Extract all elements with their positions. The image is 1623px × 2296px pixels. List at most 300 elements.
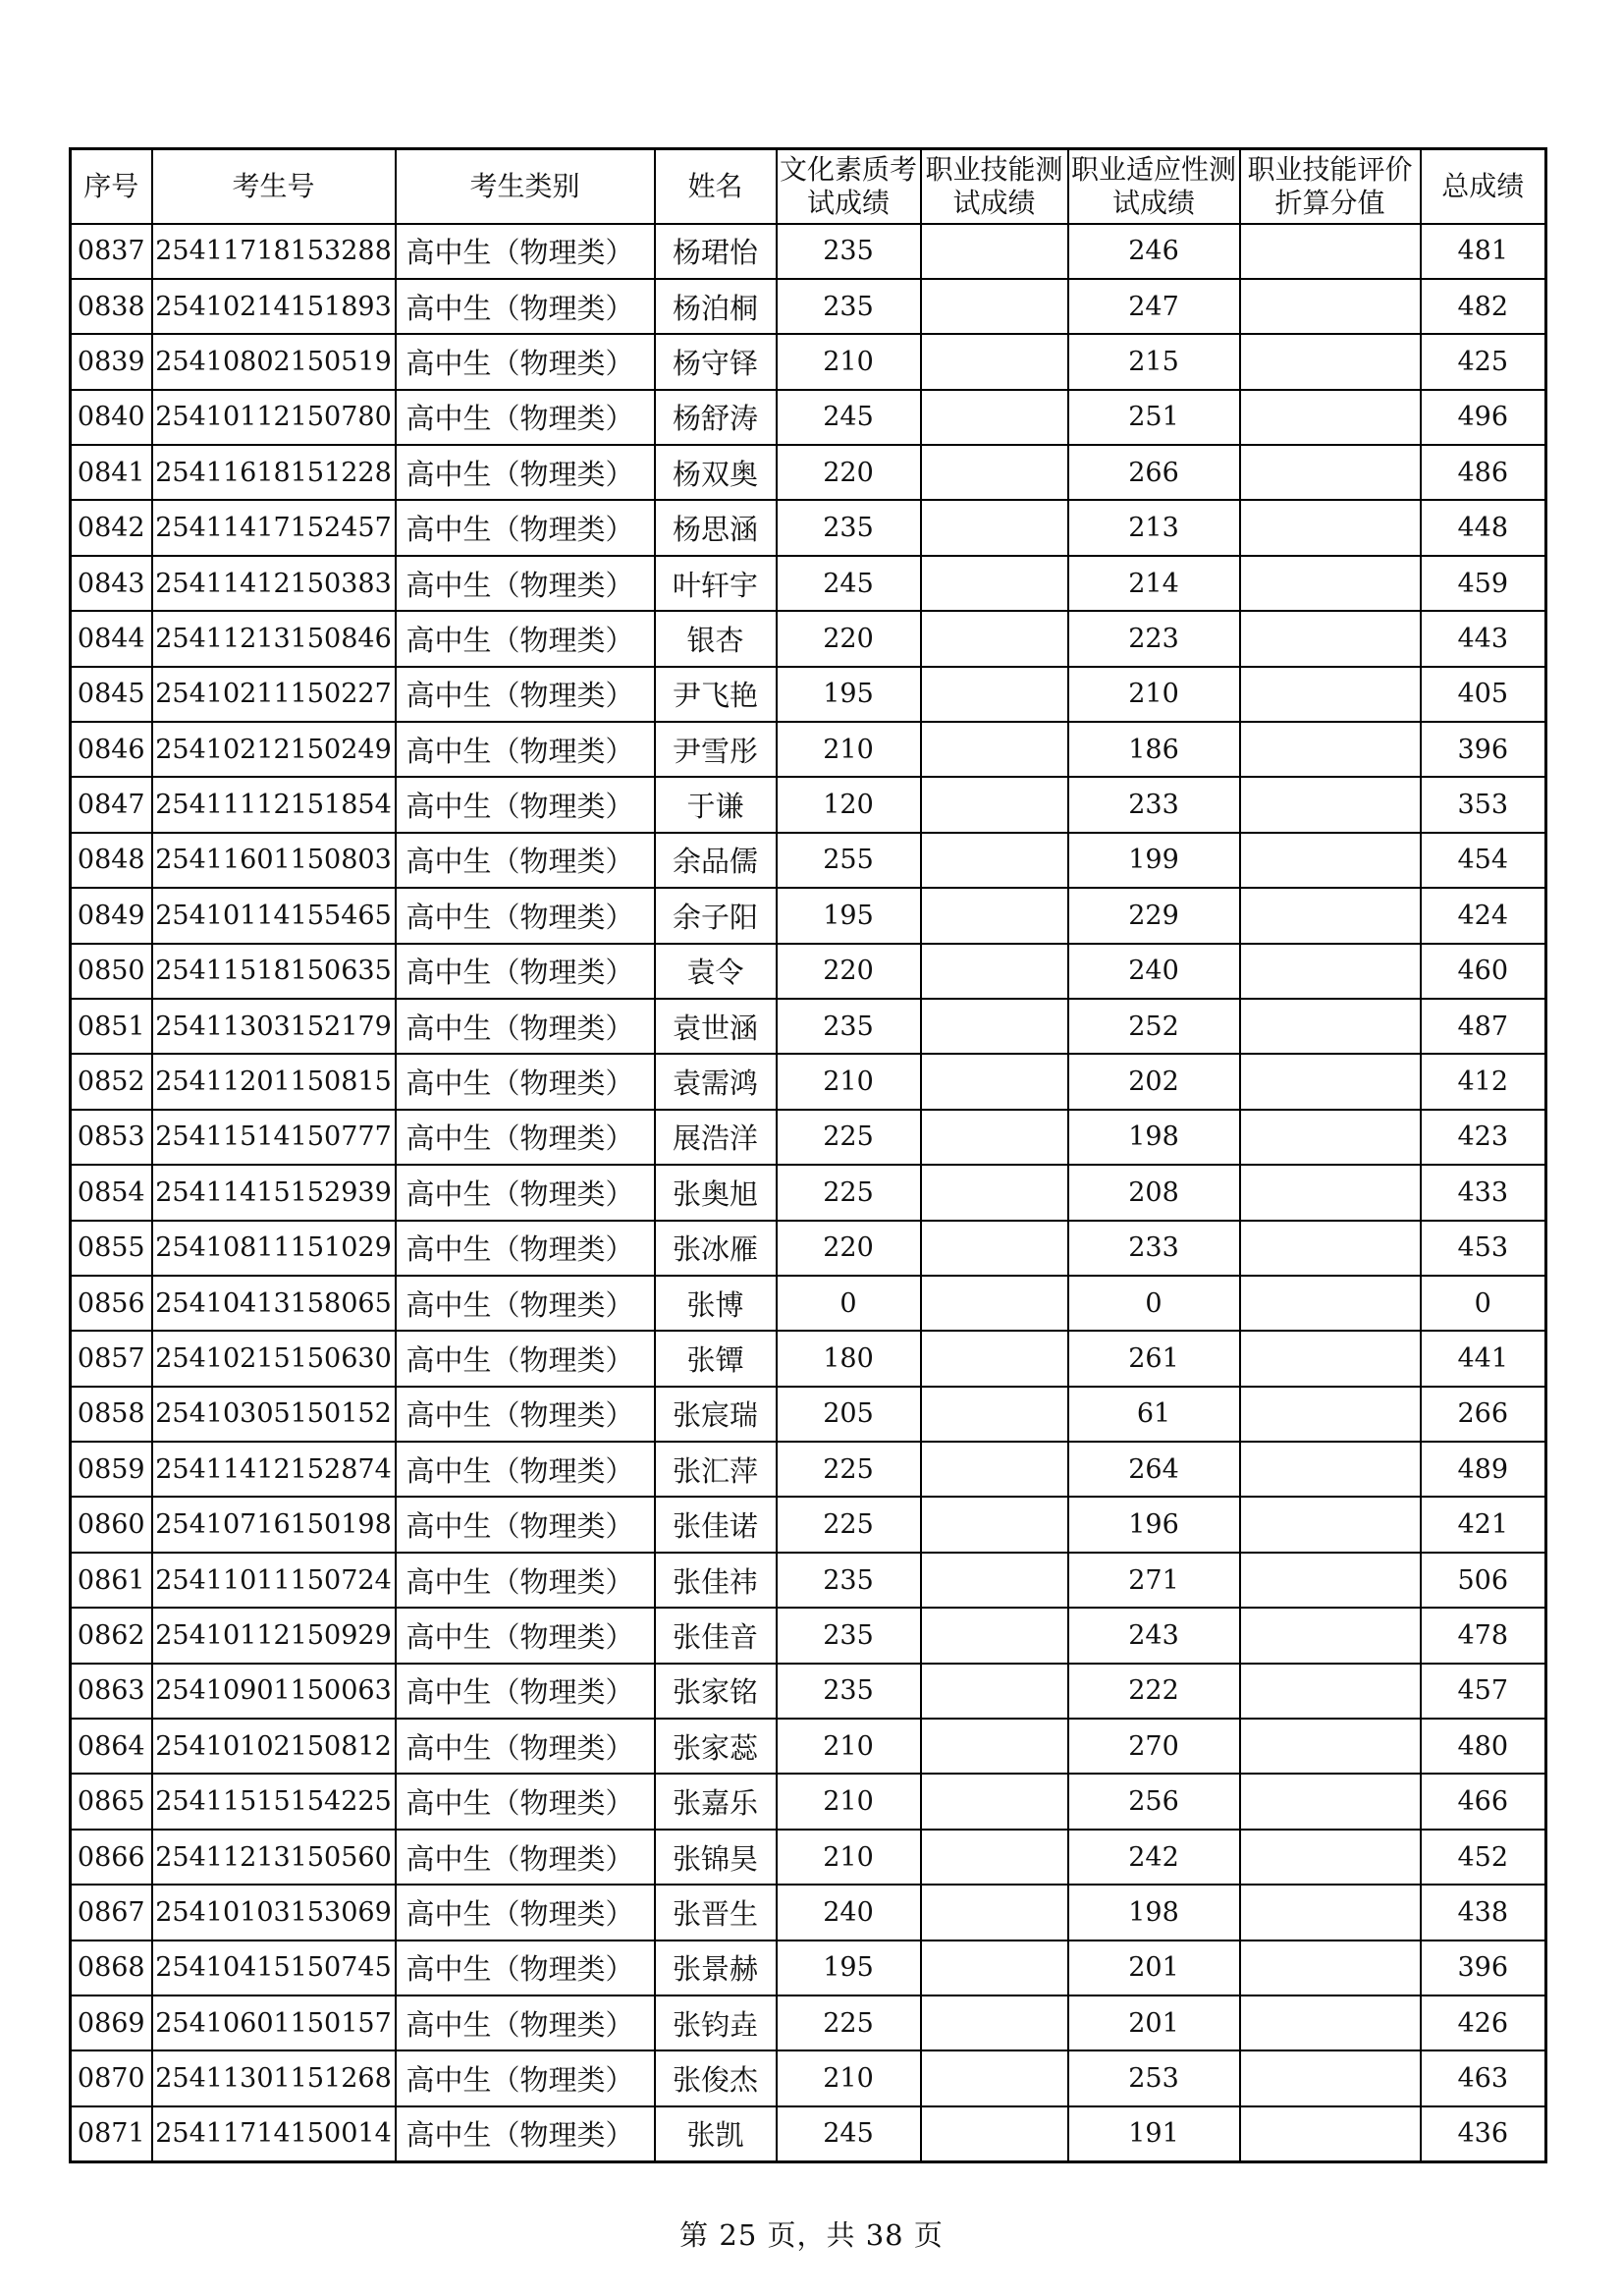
cell-total: 506 — [1421, 1553, 1546, 1608]
table-row — [71, 777, 1546, 832]
cell-seq: 0867 — [71, 1885, 152, 1940]
cell-culture-score: 240 — [777, 1885, 921, 1940]
cell-skill-eval — [1240, 1110, 1421, 1165]
cell-exam-no: 25411518150635 — [152, 944, 396, 999]
cell-adaptability: 213 — [1068, 500, 1240, 555]
cell-seq: 0837 — [71, 224, 152, 279]
cell-skill-eval — [1240, 722, 1421, 777]
cell-total: 424 — [1421, 888, 1546, 943]
table-row — [71, 1221, 1546, 1276]
table-row — [71, 1830, 1546, 1885]
cell-seq: 0852 — [71, 1054, 152, 1109]
table-row — [71, 224, 1546, 279]
cell-name: 杨泊桐 — [655, 279, 777, 334]
cell-name: 张佳音 — [655, 1608, 777, 1663]
cell-category: 高中生（物理类） — [396, 722, 655, 777]
cell-culture-score: 210 — [777, 1774, 921, 1829]
cell-seq: 0857 — [71, 1331, 152, 1386]
cell-skill-eval — [1240, 1497, 1421, 1552]
cell-culture-score: 210 — [777, 722, 921, 777]
cell-name: 张嘉乐 — [655, 1774, 777, 1829]
cell-name: 杨舒涛 — [655, 390, 777, 445]
cell-total: 405 — [1421, 667, 1546, 722]
header-culture-score: 文化素质考试成绩 — [777, 149, 921, 224]
cell-skill-test — [921, 334, 1068, 389]
cell-culture-score: 0 — [777, 1276, 921, 1331]
cell-name: 张汇萍 — [655, 1442, 777, 1497]
cell-category: 高中生（物理类） — [396, 1553, 655, 1608]
cell-exam-no: 25410212150249 — [152, 722, 396, 777]
cell-culture-score: 245 — [777, 390, 921, 445]
cell-skill-eval — [1240, 833, 1421, 888]
cell-seq: 0843 — [71, 556, 152, 611]
cell-name: 余子阳 — [655, 888, 777, 943]
cell-exam-no: 25411213150846 — [152, 611, 396, 666]
cell-category: 高中生（物理类） — [396, 667, 655, 722]
cell-total: 438 — [1421, 1885, 1546, 1940]
cell-name: 余品儒 — [655, 833, 777, 888]
table-row — [71, 556, 1546, 611]
cell-skill-eval — [1240, 1885, 1421, 1940]
cell-skill-test — [921, 888, 1068, 943]
cell-adaptability: 243 — [1068, 1608, 1240, 1663]
cell-total: 480 — [1421, 1719, 1546, 1774]
cell-total: 457 — [1421, 1664, 1546, 1719]
cell-seq: 0864 — [71, 1719, 152, 1774]
cell-name: 杨守铎 — [655, 334, 777, 389]
header-exam-no: 考生号 — [152, 149, 396, 224]
table-row — [71, 667, 1546, 722]
table-row — [71, 999, 1546, 1054]
cell-name: 张景赫 — [655, 1941, 777, 1995]
cell-skill-test — [921, 1608, 1068, 1663]
cell-category: 高中生（物理类） — [396, 1497, 655, 1552]
cell-adaptability: 201 — [1068, 1941, 1240, 1995]
cell-name: 杨思涵 — [655, 500, 777, 555]
cell-skill-test — [921, 1830, 1068, 1885]
cell-total: 482 — [1421, 279, 1546, 334]
cell-skill-test — [921, 999, 1068, 1054]
cell-skill-eval — [1240, 888, 1421, 943]
cell-exam-no: 25411412150383 — [152, 556, 396, 611]
cell-skill-test — [921, 1497, 1068, 1552]
cell-name: 张家蕊 — [655, 1719, 777, 1774]
cell-exam-no: 25410211150227 — [152, 667, 396, 722]
cell-seq: 0856 — [71, 1276, 152, 1331]
cell-category: 高中生（物理类） — [396, 556, 655, 611]
cell-category: 高中生（物理类） — [396, 390, 655, 445]
cell-adaptability: 247 — [1068, 279, 1240, 334]
cell-skill-eval — [1240, 224, 1421, 279]
cell-skill-test — [921, 1387, 1068, 1442]
cell-skill-test — [921, 667, 1068, 722]
table-row — [71, 2050, 1546, 2105]
cell-total: 433 — [1421, 1165, 1546, 1220]
cell-culture-score: 225 — [777, 1442, 921, 1497]
table-row — [71, 1608, 1546, 1663]
cell-exam-no: 25411601150803 — [152, 833, 396, 888]
cell-total: 396 — [1421, 722, 1546, 777]
cell-seq: 0871 — [71, 2106, 152, 2161]
table-row — [71, 1774, 1546, 1829]
cell-skill-test — [921, 390, 1068, 445]
cell-total: 454 — [1421, 833, 1546, 888]
cell-skill-eval — [1240, 777, 1421, 832]
cell-skill-test — [921, 2050, 1068, 2105]
cell-seq: 0838 — [71, 279, 152, 334]
cell-seq: 0851 — [71, 999, 152, 1054]
cell-name: 张佳祎 — [655, 1553, 777, 1608]
cell-adaptability: 210 — [1068, 667, 1240, 722]
cell-adaptability: 202 — [1068, 1054, 1240, 1109]
cell-name: 张家铭 — [655, 1664, 777, 1719]
cell-exam-no: 25411514150777 — [152, 1110, 396, 1165]
cell-adaptability: 242 — [1068, 1830, 1240, 1885]
cell-skill-test — [921, 1885, 1068, 1940]
table-row — [71, 944, 1546, 999]
score-table — [69, 147, 1547, 2163]
cell-skill-eval — [1240, 2106, 1421, 2161]
cell-category: 高中生（物理类） — [396, 1885, 655, 1940]
cell-adaptability: 199 — [1068, 833, 1240, 888]
cell-name: 袁令 — [655, 944, 777, 999]
table-row — [71, 1497, 1546, 1552]
cell-category: 高中生（物理类） — [396, 1331, 655, 1386]
cell-total: 478 — [1421, 1608, 1546, 1663]
cell-category: 高中生（物理类） — [396, 1664, 655, 1719]
cell-adaptability: 256 — [1068, 1774, 1240, 1829]
cell-culture-score: 235 — [777, 500, 921, 555]
cell-name: 张镡 — [655, 1331, 777, 1386]
cell-category: 高中生（物理类） — [396, 2050, 655, 2105]
cell-exam-no: 25411303152179 — [152, 999, 396, 1054]
cell-category: 高中生（物理类） — [396, 611, 655, 666]
cell-seq: 0861 — [71, 1553, 152, 1608]
header-skill-eval: 职业技能评价折算分值 — [1240, 149, 1421, 224]
cell-name: 张宸瑞 — [655, 1387, 777, 1442]
cell-skill-test — [921, 722, 1068, 777]
cell-seq: 0858 — [71, 1387, 152, 1442]
cell-category: 高中生（物理类） — [396, 1608, 655, 1663]
cell-skill-eval — [1240, 944, 1421, 999]
cell-adaptability: 223 — [1068, 611, 1240, 666]
cell-adaptability: 229 — [1068, 888, 1240, 943]
cell-seq: 0863 — [71, 1664, 152, 1719]
cell-category: 高中生（物理类） — [396, 888, 655, 943]
cell-adaptability: 215 — [1068, 334, 1240, 389]
cell-name: 袁世涵 — [655, 999, 777, 1054]
cell-total: 496 — [1421, 390, 1546, 445]
cell-skill-eval — [1240, 390, 1421, 445]
cell-skill-test — [921, 1719, 1068, 1774]
cell-name: 杨双奥 — [655, 445, 777, 500]
cell-category: 高中生（物理类） — [396, 2106, 655, 2161]
cell-exam-no: 25411718153288 — [152, 224, 396, 279]
cell-category: 高中生（物理类） — [396, 1221, 655, 1276]
cell-seq: 0850 — [71, 944, 152, 999]
cell-total: 486 — [1421, 445, 1546, 500]
cell-exam-no: 25411011150724 — [152, 1553, 396, 1608]
cell-skill-test — [921, 224, 1068, 279]
cell-category: 高中生（物理类） — [396, 944, 655, 999]
cell-culture-score: 245 — [777, 2106, 921, 2161]
cell-total: 487 — [1421, 999, 1546, 1054]
cell-category: 高中生（物理类） — [396, 500, 655, 555]
table-row — [71, 1995, 1546, 2050]
cell-exam-no: 25410214151893 — [152, 279, 396, 334]
table-row — [71, 1054, 1546, 1109]
table-row — [71, 611, 1546, 666]
cell-seq: 0842 — [71, 500, 152, 555]
cell-seq: 0862 — [71, 1608, 152, 1663]
cell-adaptability: 252 — [1068, 999, 1240, 1054]
cell-total: 396 — [1421, 1941, 1546, 1995]
cell-exam-no: 25411618151228 — [152, 445, 396, 500]
cell-culture-score: 235 — [777, 224, 921, 279]
table-row — [71, 445, 1546, 500]
cell-skill-eval — [1240, 1719, 1421, 1774]
cell-skill-test — [921, 2106, 1068, 2161]
cell-skill-test — [921, 1664, 1068, 1719]
cell-total: 466 — [1421, 1774, 1546, 1829]
cell-culture-score: 235 — [777, 1664, 921, 1719]
cell-total: 489 — [1421, 1442, 1546, 1497]
cell-skill-test — [921, 611, 1068, 666]
cell-skill-eval — [1240, 1941, 1421, 1995]
table-row — [71, 1442, 1546, 1497]
cell-culture-score: 245 — [777, 556, 921, 611]
cell-culture-score: 220 — [777, 445, 921, 500]
cell-total: 443 — [1421, 611, 1546, 666]
cell-name: 银杏 — [655, 611, 777, 666]
cell-name: 张博 — [655, 1276, 777, 1331]
cell-adaptability: 233 — [1068, 1221, 1240, 1276]
cell-exam-no: 25410103153069 — [152, 1885, 396, 1940]
cell-total: 0 — [1421, 1276, 1546, 1331]
cell-exam-no: 25411213150560 — [152, 1830, 396, 1885]
cell-culture-score: 255 — [777, 833, 921, 888]
cell-skill-test — [921, 1331, 1068, 1386]
cell-category: 高中生（物理类） — [396, 1774, 655, 1829]
cell-skill-eval — [1240, 1276, 1421, 1331]
cell-adaptability: 233 — [1068, 777, 1240, 832]
cell-adaptability: 201 — [1068, 1995, 1240, 2050]
cell-name: 袁需鸿 — [655, 1054, 777, 1109]
cell-seq: 0853 — [71, 1110, 152, 1165]
cell-name: 张晋生 — [655, 1885, 777, 1940]
cell-exam-no: 25410802150519 — [152, 334, 396, 389]
cell-skill-test — [921, 1774, 1068, 1829]
table-row — [71, 1664, 1546, 1719]
cell-adaptability: 208 — [1068, 1165, 1240, 1220]
table-row — [71, 2106, 1546, 2161]
table-row — [71, 888, 1546, 943]
cell-category: 高中生（物理类） — [396, 334, 655, 389]
cell-name: 张冰雁 — [655, 1221, 777, 1276]
cell-skill-eval — [1240, 556, 1421, 611]
cell-adaptability: 61 — [1068, 1387, 1240, 1442]
cell-exam-no: 25411415152939 — [152, 1165, 396, 1220]
cell-exam-no: 25410415150745 — [152, 1941, 396, 1995]
cell-skill-eval — [1240, 1774, 1421, 1829]
cell-skill-eval — [1240, 999, 1421, 1054]
cell-skill-eval — [1240, 611, 1421, 666]
cell-culture-score: 210 — [777, 2050, 921, 2105]
table-row — [71, 1941, 1546, 1995]
cell-skill-test — [921, 1110, 1068, 1165]
cell-total: 266 — [1421, 1387, 1546, 1442]
cell-culture-score: 225 — [777, 1995, 921, 2050]
header-row — [71, 149, 1546, 224]
table-row — [71, 334, 1546, 389]
cell-culture-score: 210 — [777, 1719, 921, 1774]
cell-total: 448 — [1421, 500, 1546, 555]
cell-culture-score: 210 — [777, 1054, 921, 1109]
cell-exam-no: 25411417152457 — [152, 500, 396, 555]
cell-skill-eval — [1240, 279, 1421, 334]
header-adaptability: 职业适应性测试成绩 — [1068, 149, 1240, 224]
cell-culture-score: 210 — [777, 1830, 921, 1885]
header-seq: 序号 — [71, 149, 152, 224]
cell-culture-score: 195 — [777, 667, 921, 722]
cell-skill-test — [921, 1442, 1068, 1497]
cell-name: 展浩洋 — [655, 1110, 777, 1165]
cell-category: 高中生（物理类） — [396, 1719, 655, 1774]
cell-culture-score: 220 — [777, 944, 921, 999]
cell-exam-no: 25410901150063 — [152, 1664, 396, 1719]
cell-exam-no: 25410716150198 — [152, 1497, 396, 1552]
cell-seq: 0870 — [71, 2050, 152, 2105]
cell-seq: 0846 — [71, 722, 152, 777]
table-row — [71, 1110, 1546, 1165]
cell-category: 高中生（物理类） — [396, 1995, 655, 2050]
table-row — [71, 833, 1546, 888]
cell-seq: 0845 — [71, 667, 152, 722]
cell-exam-no: 25411714150014 — [152, 2106, 396, 2161]
cell-skill-test — [921, 279, 1068, 334]
cell-culture-score: 120 — [777, 777, 921, 832]
cell-seq: 0839 — [71, 334, 152, 389]
table-row — [71, 500, 1546, 555]
cell-skill-test — [921, 1995, 1068, 2050]
cell-category: 高中生（物理类） — [396, 1165, 655, 1220]
cell-adaptability: 214 — [1068, 556, 1240, 611]
cell-skill-eval — [1240, 445, 1421, 500]
cell-adaptability: 240 — [1068, 944, 1240, 999]
cell-culture-score: 220 — [777, 611, 921, 666]
cell-culture-score: 220 — [777, 1221, 921, 1276]
cell-exam-no: 25411201150815 — [152, 1054, 396, 1109]
cell-adaptability: 186 — [1068, 722, 1240, 777]
cell-total: 425 — [1421, 334, 1546, 389]
cell-culture-score: 235 — [777, 999, 921, 1054]
cell-total: 463 — [1421, 2050, 1546, 2105]
cell-skill-eval — [1240, 1608, 1421, 1663]
cell-seq: 0849 — [71, 888, 152, 943]
cell-culture-score: 210 — [777, 334, 921, 389]
header-name: 姓名 — [655, 149, 777, 224]
cell-exam-no: 25410601150157 — [152, 1995, 396, 2050]
cell-skill-eval — [1240, 1387, 1421, 1442]
cell-skill-test — [921, 944, 1068, 999]
cell-name: 尹雪彤 — [655, 722, 777, 777]
cell-skill-test — [921, 1165, 1068, 1220]
table-body — [71, 224, 1546, 2162]
cell-name: 张佳诺 — [655, 1497, 777, 1552]
cell-seq: 0868 — [71, 1941, 152, 1995]
header-total: 总成绩 — [1421, 149, 1546, 224]
cell-total: 453 — [1421, 1221, 1546, 1276]
cell-category: 高中生（物理类） — [396, 1387, 655, 1442]
table-row — [71, 722, 1546, 777]
cell-culture-score: 225 — [777, 1165, 921, 1220]
cell-name: 叶轩宇 — [655, 556, 777, 611]
cell-category: 高中生（物理类） — [396, 224, 655, 279]
cell-skill-eval — [1240, 334, 1421, 389]
cell-seq: 0869 — [71, 1995, 152, 2050]
cell-adaptability: 198 — [1068, 1885, 1240, 1940]
cell-skill-test — [921, 1553, 1068, 1608]
cell-skill-test — [921, 556, 1068, 611]
table-row — [71, 390, 1546, 445]
cell-adaptability: 264 — [1068, 1442, 1240, 1497]
cell-skill-test — [921, 1941, 1068, 1995]
cell-category: 高中生（物理类） — [396, 833, 655, 888]
cell-category: 高中生（物理类） — [396, 1276, 655, 1331]
cell-culture-score: 235 — [777, 1553, 921, 1608]
cell-skill-test — [921, 1054, 1068, 1109]
cell-name: 张钧垚 — [655, 1995, 777, 2050]
cell-adaptability: 253 — [1068, 2050, 1240, 2105]
cell-seq: 0840 — [71, 390, 152, 445]
cell-culture-score: 235 — [777, 1608, 921, 1663]
table-row — [71, 1553, 1546, 1608]
cell-adaptability: 196 — [1068, 1497, 1240, 1552]
table-row — [71, 279, 1546, 334]
cell-total: 423 — [1421, 1110, 1546, 1165]
cell-seq: 0860 — [71, 1497, 152, 1552]
cell-adaptability: 246 — [1068, 224, 1240, 279]
table-header — [71, 149, 1546, 224]
cell-adaptability: 0 — [1068, 1276, 1240, 1331]
cell-skill-test — [921, 1221, 1068, 1276]
cell-skill-eval — [1240, 1995, 1421, 2050]
cell-adaptability: 261 — [1068, 1331, 1240, 1386]
cell-seq: 0848 — [71, 833, 152, 888]
cell-name: 尹飞艳 — [655, 667, 777, 722]
cell-seq: 0847 — [71, 777, 152, 832]
cell-adaptability: 270 — [1068, 1719, 1240, 1774]
table-row — [71, 1276, 1546, 1331]
cell-adaptability: 191 — [1068, 2106, 1240, 2161]
table-row — [71, 1719, 1546, 1774]
cell-category: 高中生（物理类） — [396, 1941, 655, 1995]
cell-total: 441 — [1421, 1331, 1546, 1386]
cell-skill-test — [921, 777, 1068, 832]
cell-category: 高中生（物理类） — [396, 279, 655, 334]
cell-exam-no: 25410811151029 — [152, 1221, 396, 1276]
cell-total: 481 — [1421, 224, 1546, 279]
header-skill-test: 职业技能测试成绩 — [921, 149, 1068, 224]
cell-category: 高中生（物理类） — [396, 1830, 655, 1885]
cell-exam-no: 25410413158065 — [152, 1276, 396, 1331]
table-row — [71, 1387, 1546, 1442]
cell-skill-test — [921, 445, 1068, 500]
cell-adaptability: 198 — [1068, 1110, 1240, 1165]
cell-category: 高中生（物理类） — [396, 1110, 655, 1165]
cell-culture-score: 195 — [777, 888, 921, 943]
table-row — [71, 1885, 1546, 1940]
